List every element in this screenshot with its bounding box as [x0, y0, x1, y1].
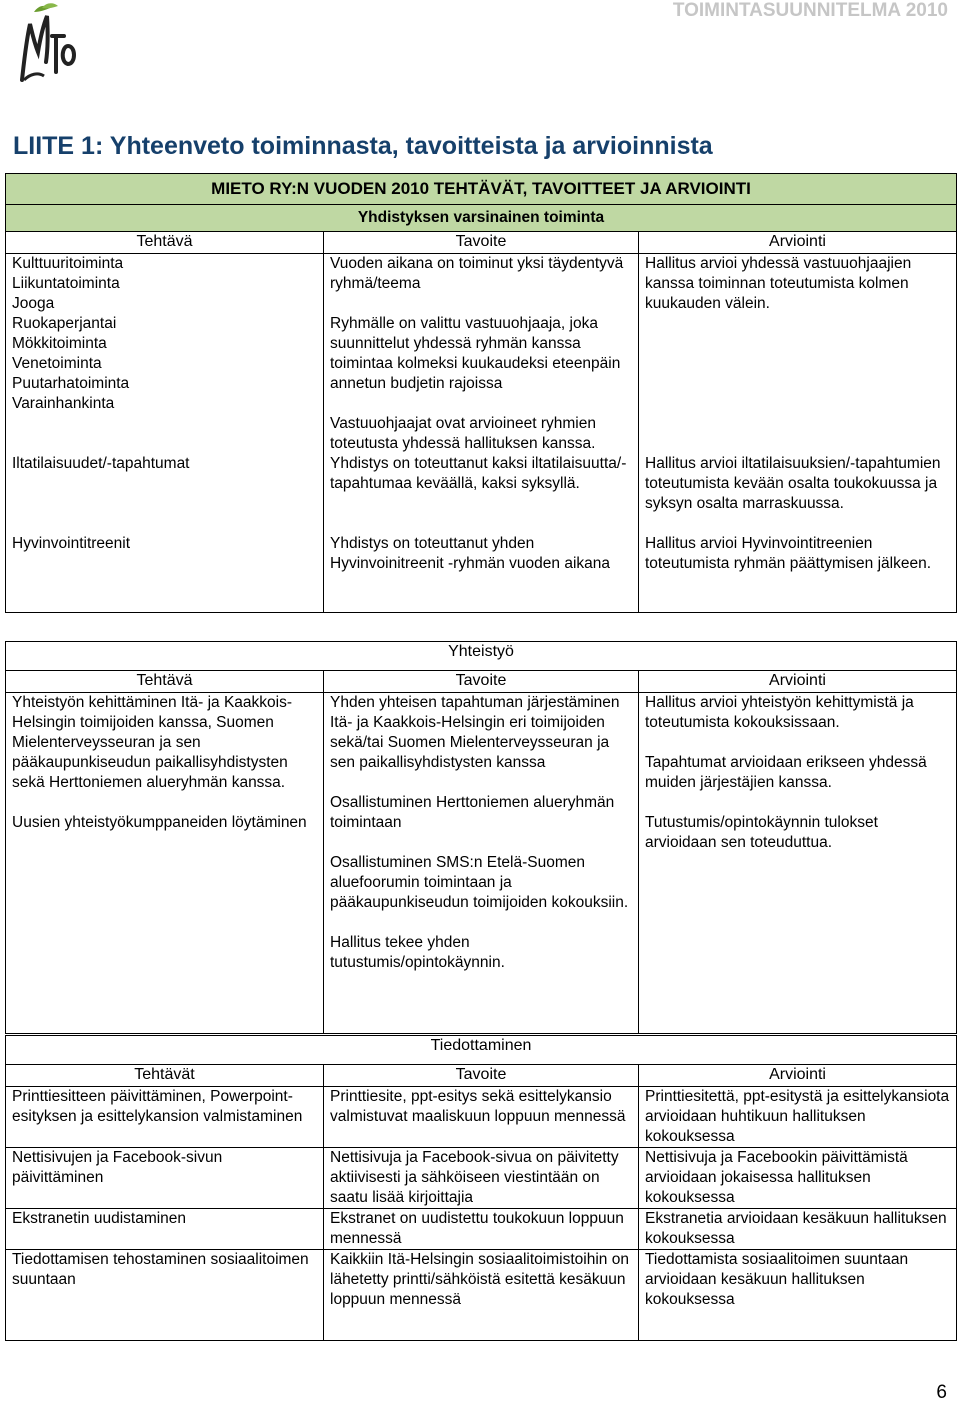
- task-cell: Ekstranetin uudistaminen: [6, 1209, 324, 1250]
- task-item: Varainhankinta: [12, 395, 115, 412]
- goal-text: Osallistuminen SMS:n Etelä-Suomen aluefoorumin toimintaan ja pääkaupunkiseudun toimijoiden kokouksiin.: [330, 854, 629, 911]
- task-item: Puutarhatoiminta: [12, 375, 130, 392]
- task-cell: [6, 254, 324, 455]
- task-item: Kulttuuritoiminta: [12, 255, 124, 272]
- column-header-goal: Tavoite: [324, 232, 639, 254]
- task-item: Liikuntatoiminta: [12, 275, 120, 292]
- table-row: [6, 1250, 957, 1341]
- goal-cell: [324, 254, 639, 455]
- cooperation-table: [5, 641, 957, 1034]
- section-heading-communications: Tiedottaminen: [6, 1036, 957, 1065]
- task-cell: Iltatilaisuudet/-tapahtumat: [6, 454, 324, 534]
- task-item: Venetoiminta: [12, 355, 102, 372]
- page-title: LIITE 1: Yhteenveto toiminnasta, tavoitteista ja arvioinnista: [13, 132, 713, 160]
- task-text: Yhteistyön kehittäminen Itä- ja Kaakkois-Helsingin toimijoiden kanssa, Suomen Mielenterveysseuran ja sen pääkaupunkiseudun paikallisyhdistysten sekä Herttoniemen alueryhmän kanssa.: [12, 694, 292, 791]
- goal-text: Hallitus tekee yhden tutustumis/opintokäynnin.: [330, 934, 505, 971]
- section-heading-cooperation: Yhteistyö: [6, 642, 957, 671]
- evaluation-text: Hallitus arvioi yhteistyön kehittymistä ja toteutumista kokouksissaan.: [645, 694, 914, 731]
- goal-text: Yhden yhteisen tapahtuman järjestäminen Itä- ja Kaakkois-Helsingin eri toimijoiden sekä/tai Suomen Mielenterveysseuran ja sen paikallisyhdistysten kanssa: [330, 694, 620, 771]
- table-main-heading: MIETO RY:N VUODEN 2010 TEHTÄVÄT, TAVOITTEET JA ARVIOINTI: [6, 174, 957, 205]
- task-cell: Nettisivujen ja Facebook-sivun päivittäminen: [6, 1148, 324, 1209]
- column-header-row: [6, 1065, 957, 1087]
- column-header-row: [6, 232, 957, 254]
- goal-cell: Nettisivuja ja Facebook-sivua on päivitetty aktiivisesti ja sähköiseen viestintään on saatu lisää kirjoittajia: [324, 1148, 639, 1209]
- evaluation-cell: Nettisivuja ja Facebookin päivittämistä arvioidaan jokaisessa hallituksen kokouksessa: [639, 1148, 957, 1209]
- task-cell: [6, 693, 324, 1034]
- page-number: 6: [936, 1382, 947, 1403]
- column-header-task: Tehtävä: [6, 232, 324, 254]
- column-header-goal: Tavoite: [324, 1065, 639, 1087]
- goal-cell: Printtiesite, ppt-esitys sekä esittelykansio valmistuvat maaliskuun loppuun mennessä: [324, 1087, 639, 1148]
- column-header-evaluation: Arviointi: [639, 1065, 957, 1087]
- task-cell: Printtiesitteen päivittäminen, Powerpoint-esityksen ja esittelykansion valmistaminen: [6, 1087, 324, 1148]
- communications-table: [5, 1035, 957, 1341]
- evaluation-cell: Ekstranetia arvioidaan kesäkuun hallituksen kokouksessa: [639, 1209, 957, 1250]
- evaluation-cell: Hallitus arvioi Hyvinvointitreenien toteutumista ryhmän päättymisen jälkeen.: [639, 534, 957, 613]
- task-item: Mökkitoiminta: [12, 335, 107, 352]
- task-item: Ruokaperjantai: [12, 315, 117, 332]
- column-header-task: Tehtävä: [6, 671, 324, 693]
- section-heading-activities: Yhdistyksen varsinainen toiminta: [6, 205, 957, 232]
- table-row: [6, 1087, 957, 1148]
- organization-logo: [12, 2, 94, 84]
- goal-text: Ryhmälle on valittu vastuuohjaaja, joka suunnittelut yhdessä ryhmän kanssa toimintaa kolmeksi kuukaudeksi eteenpäin annetun budjetin rajoissa: [330, 315, 621, 392]
- plan-table: [5, 173, 957, 613]
- evaluation-cell: Hallitus arvioi yhdessä vastuuohjaajien kanssa toiminnan toteutumista kolmen kuukauden välein.: [639, 254, 957, 455]
- evaluation-cell: Printtiesitettä, ppt-esitystä ja esittelykansiota arvioidaan huhtikuun hallituksen kokouksessa: [639, 1087, 957, 1148]
- column-header-goal: Tavoite: [324, 671, 639, 693]
- evaluation-text: Tapahtumat arvioidaan erikseen yhdessä muiden järjestäjien kanssa.: [645, 754, 927, 791]
- task-item: Jooga: [12, 295, 55, 312]
- task-cell: Tiedottamisen tehostaminen sosiaalitoimen suuntaan: [6, 1250, 324, 1341]
- evaluation-cell: [639, 693, 957, 1034]
- table-row: [6, 254, 957, 455]
- goal-text: Vuoden aikana on toiminut yksi täydentyvä ryhmä/teema: [330, 255, 624, 292]
- evaluation-cell: Tiedottamista sosiaalitoimen suuntaan arvioidaan kesäkuun hallituksen kokouksessa: [639, 1250, 957, 1341]
- evaluation-cell: Hallitus arvioi iltatilaisuuksien/-tapahtumien toteutumista kevään osalta toukokuussa ja syksyn osalta marraskuussa.: [639, 454, 957, 534]
- goal-cell: Ekstranet on uudistettu toukokuun loppuun mennessä: [324, 1209, 639, 1250]
- goal-cell: Kaikkiin Itä-Helsingin sosiaalitoimistoihin on lähetetty printti/sähköistä esitettä kesäkuun loppuun mennessä: [324, 1250, 639, 1341]
- goal-text: Osallistuminen Herttoniemen alueryhmän toimintaan: [330, 794, 615, 831]
- task-text: Uusien yhteistyökumppaneiden löytäminen: [12, 814, 307, 831]
- table-row: [6, 693, 957, 1034]
- table-row: [6, 1209, 957, 1250]
- table-row: [6, 534, 957, 613]
- column-header-evaluation: Arviointi: [639, 671, 957, 693]
- goal-text: Vastuuohjaajat ovat arvioineet ryhmien toteutusta yhdessä hallituksen kanssa.: [330, 415, 596, 452]
- goal-cell: [324, 693, 639, 1034]
- table-row: [6, 1148, 957, 1209]
- column-header-evaluation: Arviointi: [639, 232, 957, 254]
- task-cell: Hyvinvointitreenit: [6, 534, 324, 613]
- table-row: [6, 454, 957, 534]
- evaluation-text: Tutustumis/opintokäynnin tulokset arvioidaan sen toteuduttua.: [645, 814, 878, 851]
- column-header-task: Tehtävät: [6, 1065, 324, 1087]
- goal-cell: Yhdistys on toteuttanut kaksi iltatilaisuutta/-tapahtumaa keväällä, kaksi syksyllä.: [324, 454, 639, 534]
- goal-cell: Yhdistys on toteuttanut yhden Hyvinvoinitreenit -ryhmän vuoden aikana: [324, 534, 639, 613]
- column-header-row: [6, 671, 957, 693]
- document-header-title: TOIMINTASUUNNITELMA 2010: [672, 0, 948, 21]
